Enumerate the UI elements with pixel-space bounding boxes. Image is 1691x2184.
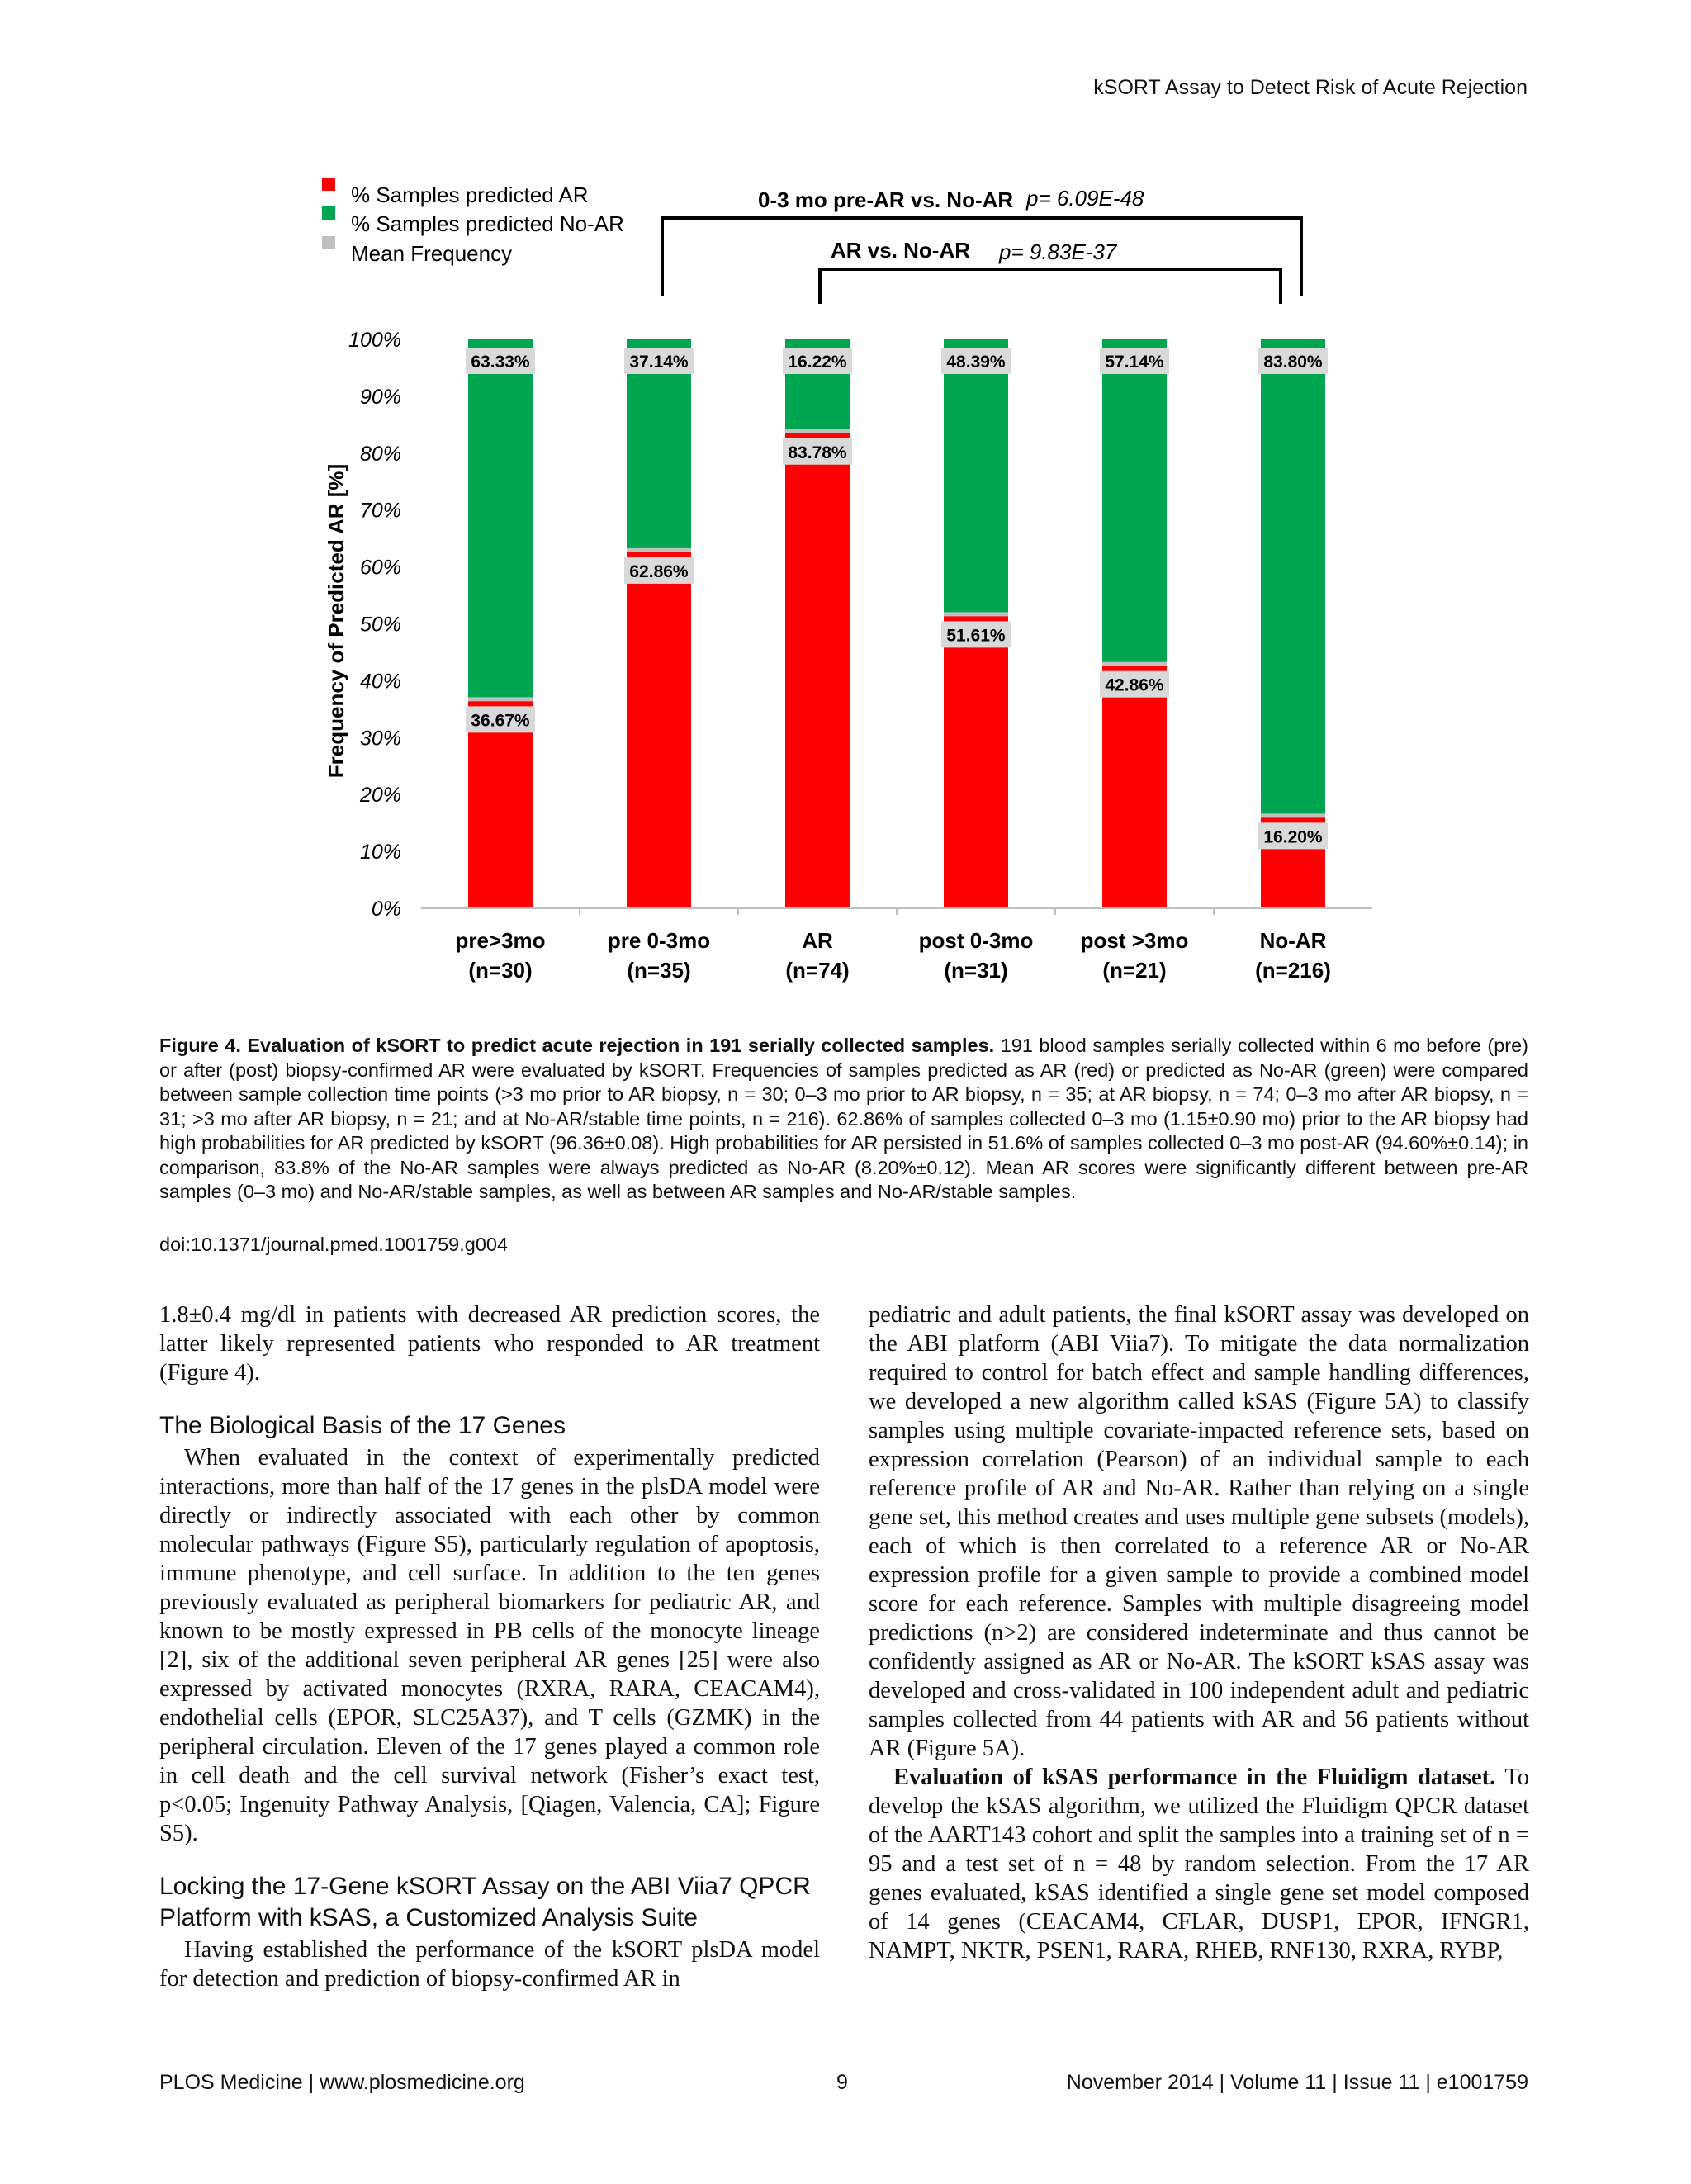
paragraph: Having established the performance of the kSORT plsDA model for detection and prediction of biopsy-confirmed AR in xyxy=(159,1937,820,1992)
mean-frequency-marker xyxy=(785,429,850,433)
bar-segment-noar xyxy=(468,339,533,699)
x-category-n: (n=31) xyxy=(944,958,1008,983)
bar-segment-noar xyxy=(1102,339,1167,665)
legend-label-ar: % Samples predicted AR xyxy=(351,182,589,207)
data-label-noar: 37.14% xyxy=(629,353,689,372)
bar-segment-ar xyxy=(1102,665,1167,908)
comparison-bracket-ar-vs-noar xyxy=(820,269,1281,304)
x-category-n: (n=30) xyxy=(468,958,533,983)
data-label-noar: 83.80% xyxy=(1263,353,1323,372)
mean-frequency-marker xyxy=(944,612,1008,616)
data-label-noar: 48.39% xyxy=(946,353,1006,372)
data-label-ar: 62.86% xyxy=(629,561,689,581)
data-label-noar: 63.33% xyxy=(471,353,530,372)
y-tick-label: 70% xyxy=(359,499,401,523)
paragraph: pediatric and adult patients, the final kSORT assay was developed on the ABI platform (ABI Viia7). To mitigate the data normalization required to control for batch effect and sample handling differences, we developed a new algorithm called kSAS (Figure 5A) to classify samples using multiple covariate-impacted reference sets, based on expression correlation (Pearson) of an individual sample to each reference profile of AR and No-AR. Rather than relying on a single gene set, this method creates and uses multiple gene subsets (models), each of which is then correlated to a reference AR or No-AR expression profile for a given sample to provide a combined model score for each reference. Samples with multiple disagreeing model predictions (n>2) are considered indeterminate and thus cannot be confidently assigned as AR or No-AR. The kSORT kSAS assay was developed and cross-validated in 100 independent adult and pediatric samples collected from 44 patients with AR and 56 patients without AR (Figure 5A). xyxy=(869,1302,1529,1761)
caption-body: 191 blood samples serially collected within 6 mo before (pre) or after (post) biopsy-confirmed AR were evaluated by kSORT. Frequencies of samples predicted as AR (red) or predicted as No-AR (green) were compared between sample collection time points (>3 mo prior to AR biopsy, n = 30; 0–3 mo prior to AR biopsy, n = 35; at AR biopsy, n = 74; 0–3 mo after AR biopsy, n = 31; >3 mo after AR biopsy, n = 21; and at No-AR/stable time points, n = 216). 62.86% of samples collected 0–3 mo (1.15±0.90 mo) prior to the AR biopsy had high probabilities for AR predicted by kSORT (96.36±0.08). High probabilities for AR persisted in 51.6% of samples collected 0–3 mo post-AR (94.60%±0.14); in comparison, 83.8% of the No-AR samples were always predicted as No-AR (8.20%±0.12). Mean AR scores were significantly different between pre-AR samples (0–3 mo) and No-AR/stable samples, as well as between AR samples and No-AR/stable samples. xyxy=(159,1035,1528,1202)
caption-title: Figure 4. Evaluation of kSORT to predict acute rejection in 191 serially collected samples. xyxy=(159,1035,995,1056)
y-tick-label: 80% xyxy=(359,442,401,466)
y-tick-label: 100% xyxy=(348,329,401,352)
paragraph: When evaluated in the context of experimentally predicted interactions, more than half of the 17 genes in the plsDA model were directly or indirectly associated with each other by common molecular pathways (Figure S5), particularly regulation of apoptosis, immune phenotype, and cell surface. In addition to the ten genes previously evaluated as peripheral biomarkers for pediatric AR, and known to be mostly expressed in PB cells of the monocyte lineage [2], six of the additional seven peripheral AR genes [25] were also expressed by activated monocytes (RXRA, RARA, CEACAM4), endothelial cells (EPOR, SLC25A37), and T cells (GZMK) in the peripheral circulation. Eleven of the 17 genes played a common role in cell death and the cell survival network (Fisher’s exact test, p<0.05; Ingenuity Pathway Analysis, [Qiagen, Valencia, CA]; Figure S5). xyxy=(159,1445,820,1846)
legend-label-mean: Mean Frequency xyxy=(351,241,513,266)
x-category-n: (n=35) xyxy=(627,958,691,983)
x-category-label: post >3mo xyxy=(1080,928,1189,953)
comparison-label-pre-vs-noar: 0-3 mo pre-AR vs. No-AR xyxy=(758,187,1014,212)
figure-doi: doi:10.1371/journal.pmed.1001759.g004 xyxy=(159,1234,509,1255)
section-heading-biological-basis: The Biological Basis of the 17 Genes xyxy=(159,1412,566,1439)
legend-swatch-ar xyxy=(322,178,335,191)
y-tick-label: 10% xyxy=(359,841,401,865)
section-heading-locking-assay: Locking the 17-Gene kSORT Assay on the ABI Viia7 QPCR Platform with kSAS, a Customized Analysis Suite xyxy=(159,1873,811,1931)
bar-segment-noar xyxy=(1261,339,1325,816)
footer-journal: PLOS Medicine | www.plosmedicine.org xyxy=(159,2071,525,2094)
paragraph-text: To develop the kSAS algorithm, we utilized the Fluidigm QPCR dataset of the AART143 cohort and split the samples into a training set of n = 95 and a test set of n = 48 by random selection. From the 17 AR genes evaluated, kSAS identified a single gene set model composed of 14 genes (CEACAM4, CFLAR, DUSP1, EPOR, IFNGR1, NAMPT, NKTR, PSEN1, RARA, RHEB, RNF130, RXRA, RYBP, xyxy=(869,1765,1529,1964)
y-tick-label: 20% xyxy=(359,784,401,808)
y-tick-label: 40% xyxy=(359,670,401,694)
paragraph-ksas-evaluation xyxy=(869,1763,1529,1965)
comparison-p-ar-vs-noar: p= 9.83E-37 xyxy=(999,239,1117,264)
data-label-ar: 16.20% xyxy=(1263,827,1323,847)
y-tick-label: 50% xyxy=(359,613,401,637)
left-column xyxy=(159,1300,820,1993)
legend-swatch-mean xyxy=(322,236,335,249)
x-category-n: (n=21) xyxy=(1102,958,1167,983)
right-column xyxy=(869,1300,1529,1965)
x-category-label: AR xyxy=(802,928,833,953)
figure-4-chart xyxy=(0,0,1691,1007)
mean-frequency-marker xyxy=(627,548,691,552)
footer-issue: November 2014 | Volume 11 | Issue 11 | e1001759 xyxy=(1066,2071,1528,2094)
data-label-ar: 36.67% xyxy=(471,711,530,731)
x-category-label: No-AR xyxy=(1259,928,1327,953)
x-category-label: pre>3mo xyxy=(455,928,546,953)
y-tick-label: 90% xyxy=(359,385,401,409)
y-axis-title: Frequency of Predicted AR [%] xyxy=(324,463,348,779)
bar-segment-noar xyxy=(944,339,1008,614)
x-category-n: (n=216) xyxy=(1255,958,1331,983)
running-head: kSORT Assay to Detect Risk of Acute Rejection xyxy=(1093,76,1528,99)
bar-segment-ar xyxy=(627,551,691,908)
runin-heading: Evaluation of kSAS performance in the Fluidigm dataset. xyxy=(893,1765,1496,1790)
x-axis-labels xyxy=(455,908,1330,983)
data-label-ar: 83.78% xyxy=(788,443,847,462)
data-label-ar: 42.86% xyxy=(1105,675,1164,695)
mean-frequency-marker xyxy=(1102,662,1167,666)
comparison-bracket-pre-vs-noar xyxy=(662,218,1301,296)
y-tick-label: 30% xyxy=(359,727,401,751)
x-category-label: pre 0-3mo xyxy=(607,928,711,953)
x-category-n: (n=74) xyxy=(785,958,850,983)
legend xyxy=(322,178,624,266)
bar-segment-ar xyxy=(785,432,850,908)
y-tick-label: 60% xyxy=(359,556,401,580)
data-label-ar: 51.61% xyxy=(946,626,1006,646)
mean-frequency-marker xyxy=(1261,813,1325,817)
bar-segment-ar xyxy=(944,614,1008,908)
comparison-p-pre-vs-noar: p= 6.09E-48 xyxy=(1026,186,1144,211)
data-label-noar: 57.14% xyxy=(1105,353,1164,372)
figure-caption xyxy=(159,1034,1528,1205)
paragraph: 1.8±0.4 mg/dl in patients with decreased AR prediction scores, the latter likely represented patients who responded to AR treatment (Figure 4). xyxy=(159,1302,820,1386)
legend-label-noar: % Samples predicted No-AR xyxy=(351,211,624,236)
y-axis-ticks xyxy=(348,329,401,921)
mean-frequency-marker xyxy=(468,697,533,701)
y-tick-label: 0% xyxy=(371,898,401,921)
bars xyxy=(466,339,1328,908)
data-label-noar: 16.22% xyxy=(788,353,847,372)
x-category-label: post 0-3mo xyxy=(918,928,1034,953)
footer-page-number: 9 xyxy=(836,2071,848,2094)
comparison-label-ar-vs-noar: AR vs. No-AR xyxy=(831,238,971,263)
legend-swatch-noar xyxy=(322,206,335,220)
